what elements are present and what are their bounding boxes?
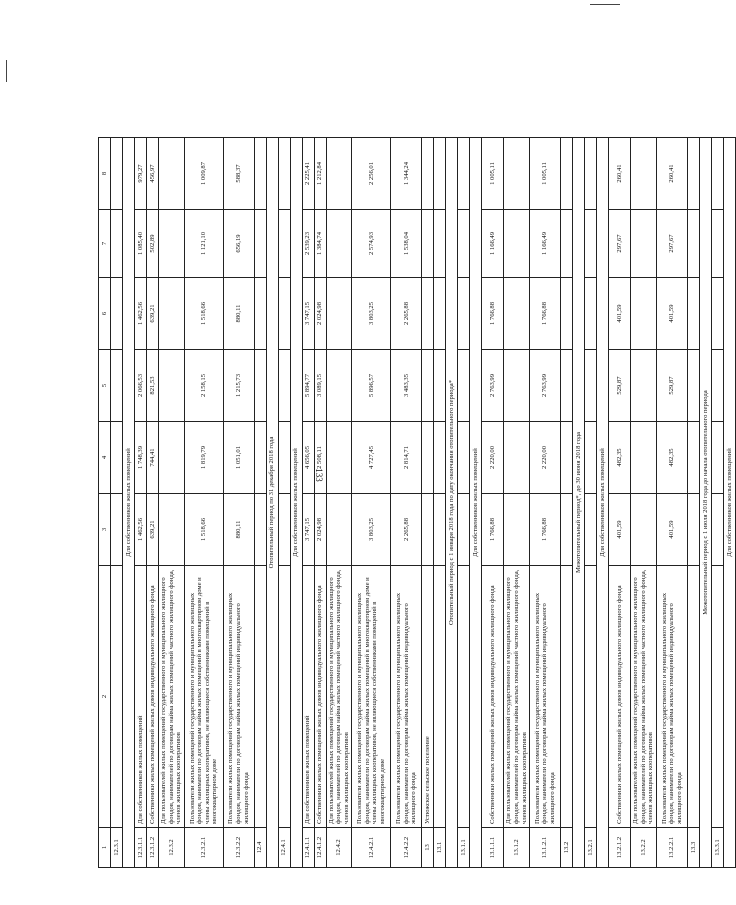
header-cell: 4 — [99, 422, 111, 494]
value-cell: 401,59 — [656, 494, 687, 566]
value-cell: 502,89 — [147, 210, 159, 278]
value-cell: 401,59 — [609, 494, 631, 566]
table-row — [352, 138, 391, 868]
value-cell: 1 384,74 — [314, 210, 326, 278]
value-cell — [711, 278, 723, 350]
value-cell — [631, 422, 657, 494]
row-label-cell — [458, 566, 470, 828]
row-number-cell: 13.2 — [561, 828, 573, 868]
value-cell — [254, 278, 266, 350]
row-number-cell: 12.4.1.1 — [302, 828, 314, 868]
value-cell — [458, 138, 470, 210]
value-cell — [422, 350, 434, 422]
value-cell — [711, 210, 723, 278]
value-cell: 401,59 — [609, 278, 631, 350]
row-label-cell: Для пользователей жилых помещений государственного и муниципального жилищного фондов, нанимателей по договорам найма жилых помещений частного жилищного фонда, членов жилищных кооперативов — [631, 566, 657, 828]
value-cell: 2 225,41 — [302, 138, 314, 210]
value-cell — [326, 422, 352, 494]
value-cell — [254, 350, 266, 422]
value-cell: 2 265,88 — [391, 278, 422, 350]
section-row — [723, 138, 735, 868]
row-number-cell: 13.1.2.1 — [530, 828, 561, 868]
row-label-cell — [278, 566, 290, 828]
value-cell — [326, 138, 352, 210]
section-title: Для собственников жилых помещений — [597, 138, 609, 868]
row-number-cell: 12.4.2.2 — [391, 828, 422, 868]
value-cell — [111, 350, 123, 422]
rotated-table-wrapper — [98, 138, 733, 868]
value-cell: 2 265,88 — [391, 494, 422, 566]
value-cell — [711, 350, 723, 422]
value-cell — [631, 138, 657, 210]
table-row — [609, 138, 631, 868]
row-label-cell: Для собственников жилых помещений — [302, 566, 314, 828]
table-row — [391, 138, 422, 868]
section-title: Для собственников жилых помещений — [470, 138, 482, 868]
value-cell: 5 894,77 — [302, 350, 314, 422]
value-cell — [326, 494, 352, 566]
table-row — [111, 138, 123, 868]
value-cell — [278, 494, 290, 566]
value-cell — [711, 138, 723, 210]
value-cell — [687, 138, 699, 210]
value-cell: 979,27 — [135, 138, 147, 210]
header-cell: 1 — [99, 828, 111, 868]
table-body — [99, 138, 736, 868]
value-cell — [326, 278, 352, 350]
value-cell: 3 747,15 — [302, 494, 314, 566]
value-cell — [631, 350, 657, 422]
value-cell: 2 763,99 — [482, 350, 504, 422]
value-cell — [585, 494, 597, 566]
value-cell: 639,21 — [147, 494, 159, 566]
section-title: Для собственников жилых помещений — [123, 138, 135, 868]
row-label-cell: Для пользователей жилых помещений государственного и муниципального жилищного фондов, нанимателей по договорам найма жилых помещений частного жилищного фонда, членов жилищных кооперативов — [504, 566, 530, 828]
value-cell — [422, 278, 434, 350]
value-cell: 1 766,88 — [530, 494, 561, 566]
value-cell — [458, 350, 470, 422]
value-cell — [687, 210, 699, 278]
table-row — [254, 138, 266, 868]
section-title: Отопительный период с 1 января 2018 года по дату окончания отопительного периода* — [446, 138, 458, 868]
row-label-cell — [711, 566, 723, 828]
value-cell — [561, 210, 573, 278]
table-row — [223, 138, 254, 868]
value-cell — [434, 350, 446, 422]
value-cell — [422, 210, 434, 278]
value-cell: 821,53 — [147, 350, 159, 422]
value-cell — [504, 138, 530, 210]
row-number-cell: 12.4.1 — [278, 828, 290, 868]
value-cell: 2 508,11 — [314, 422, 326, 494]
value-cell: 2 066,53 — [135, 350, 147, 422]
section-row — [290, 138, 302, 868]
value-cell — [687, 422, 699, 494]
value-cell — [278, 210, 290, 278]
row-label-cell — [111, 566, 123, 828]
value-cell — [111, 494, 123, 566]
tariff-table — [98, 137, 736, 868]
value-cell: 639,21 — [147, 278, 159, 350]
value-cell — [422, 138, 434, 210]
row-label-cell: Пользователи жилых помещений государственного и муниципального жилищных фондов, наниматели по договорам найма жилых помещений индивидуального жилищного фонда — [656, 566, 687, 828]
value-cell — [254, 494, 266, 566]
value-cell: 482,35 — [656, 422, 687, 494]
value-cell — [278, 422, 290, 494]
value-cell: 588,37 — [223, 138, 254, 210]
row-label-cell: Для пользователей жилых помещений государственного и муниципального жилищного фондов, нанимателей по договорам найма жилых помещений частного жилищного фонда, членов жилищных кооперативов — [159, 566, 185, 828]
value-cell: 529,87 — [656, 350, 687, 422]
value-cell — [159, 138, 185, 210]
value-cell — [434, 138, 446, 210]
value-cell — [631, 494, 657, 566]
row-label-cell: Собственники жилых помещений жилых домов индивидуального жилищного фонда — [314, 566, 326, 828]
table-row — [184, 138, 223, 868]
value-cell: 1 005,11 — [530, 138, 561, 210]
section-row — [266, 138, 278, 868]
value-cell: 482,35 — [609, 422, 631, 494]
page-number: 133 — [313, 468, 324, 482]
header-cell: 2 — [99, 566, 111, 828]
section-row — [446, 138, 458, 868]
value-cell: 3 089,15 — [314, 350, 326, 422]
row-label-cell: Пользователи жилых помещений государственного и муниципального жилищных фондов, наниматели по договорам найма жилых помещений индивидуального жилищного фонда — [530, 566, 561, 828]
table-row — [561, 138, 573, 868]
value-cell — [504, 422, 530, 494]
value-cell: 2 220,00 — [482, 422, 504, 494]
value-cell: 2 814,71 — [391, 422, 422, 494]
value-cell: 2 158,15 — [184, 350, 223, 422]
value-cell: 2 024,98 — [314, 278, 326, 350]
value-cell: 5 896,57 — [352, 350, 391, 422]
table-row — [482, 138, 504, 868]
value-cell — [504, 494, 530, 566]
value-cell — [111, 278, 123, 350]
value-cell — [585, 422, 597, 494]
value-cell — [561, 422, 573, 494]
row-label-cell: Пользователи жилых помещений государственного и муниципального жилищных фондов, наниматели по договорам найма жилых помещений в многоквартирном доме и члены жилищных кооперативов, не являющиеся собственниками помещений в многоквартирном доме — [184, 566, 223, 828]
value-cell — [111, 422, 123, 494]
section-row — [573, 138, 585, 868]
row-number-cell: 13.2.1.2 — [609, 828, 631, 868]
row-number-cell: 12.4 — [254, 828, 266, 868]
scan-mark-top — [590, 4, 620, 5]
value-cell: 1 121,10 — [184, 210, 223, 278]
value-cell — [711, 494, 723, 566]
value-cell — [434, 278, 446, 350]
value-cell — [422, 422, 434, 494]
header-cell: 7 — [99, 210, 111, 278]
value-cell — [561, 350, 573, 422]
value-cell — [434, 210, 446, 278]
row-number-cell: 13.1 — [434, 828, 446, 868]
value-cell — [458, 494, 470, 566]
value-cell — [687, 494, 699, 566]
row-number-cell: 12.3.1 — [111, 828, 123, 868]
value-cell: 1 518,66 — [184, 278, 223, 350]
value-cell: 1 009,87 — [184, 138, 223, 210]
value-cell: 260,41 — [656, 138, 687, 210]
value-cell — [585, 138, 597, 210]
value-cell: 2 024,98 — [314, 494, 326, 566]
value-cell — [434, 494, 446, 566]
value-cell — [159, 350, 185, 422]
value-cell: 1 166,49 — [530, 210, 561, 278]
value-cell — [326, 350, 352, 422]
value-cell: 456,97 — [147, 138, 159, 210]
table-row — [585, 138, 597, 868]
row-label-cell: Пользователи жилых помещений государственного и муниципального жилищных фондов, наниматели по договорам найма жилых помещений индивидуального жилищного фонда — [391, 566, 422, 828]
value-cell: 1 215,73 — [223, 350, 254, 422]
value-cell — [687, 350, 699, 422]
value-cell: 2 539,23 — [302, 210, 314, 278]
row-label-cell: Для пользователей жилых помещений государственного и муниципального жилищного фондов, нанимателей по договорам найма жилых помещений частного жилищного фонда, членов жилищных кооперативов — [326, 566, 352, 828]
row-label-cell: Собственники жилых помещений жилых домов индивидуального жилищного фонда — [147, 566, 159, 828]
value-cell — [631, 210, 657, 278]
header-cell: 5 — [99, 350, 111, 422]
row-number-cell: 12.3.2.1 — [184, 828, 223, 868]
value-cell — [278, 278, 290, 350]
row-number-cell: 12.3.2.2 — [223, 828, 254, 868]
table-header-row — [99, 138, 111, 868]
value-cell: 297,67 — [656, 210, 687, 278]
row-number-cell: 12.4.1.2 — [314, 828, 326, 868]
value-cell — [434, 422, 446, 494]
value-cell: 1 344,24 — [391, 138, 422, 210]
table-row — [326, 138, 352, 868]
value-cell — [458, 422, 470, 494]
value-cell — [159, 210, 185, 278]
value-cell — [278, 350, 290, 422]
value-cell: 744,41 — [147, 422, 159, 494]
value-cell: 1 766,88 — [530, 278, 561, 350]
value-cell: 1 462,56 — [135, 494, 147, 566]
row-label-cell: Устюжское сельское поселение — [422, 566, 434, 828]
value-cell — [631, 278, 657, 350]
value-cell: 880,11 — [223, 494, 254, 566]
value-cell: 3 803,25 — [352, 494, 391, 566]
value-cell — [585, 278, 597, 350]
row-label-cell — [561, 566, 573, 828]
header-cell: 8 — [99, 138, 111, 210]
value-cell — [254, 210, 266, 278]
value-cell — [585, 350, 597, 422]
value-cell — [561, 494, 573, 566]
value-cell: 2 574,93 — [352, 210, 391, 278]
row-label-cell: Для собственников жилых помещений — [135, 566, 147, 828]
row-number-cell: 13.1.1 — [458, 828, 470, 868]
value-cell: 1 538,04 — [391, 210, 422, 278]
value-cell — [278, 138, 290, 210]
value-cell: 1 212,84 — [314, 138, 326, 210]
section-title: Межотопительный период*, до 30 июня 2018 года — [573, 138, 585, 868]
row-label-cell — [585, 566, 597, 828]
row-number-cell: 12.3.2 — [159, 828, 185, 868]
row-label-cell: Пользователи жилых помещений государственного и муниципального жилищных фондов, наниматели по договорам найма жилых помещений в многоквартирном доме и члены жилищных кооперативов, не являющиеся собственниками помещений в многоквартирном доме — [352, 566, 391, 828]
section-title: Для собственников жилых помещений — [723, 138, 735, 868]
value-cell: 2 256,01 — [352, 138, 391, 210]
value-cell: 3 483,35 — [391, 350, 422, 422]
scan-mark-left — [6, 60, 7, 82]
table-row — [434, 138, 446, 868]
value-cell: 656,19 — [223, 210, 254, 278]
table-row — [302, 138, 314, 868]
table-row — [631, 138, 657, 868]
row-number-cell: 13.1.1.1 — [482, 828, 504, 868]
value-cell: 1 166,49 — [482, 210, 504, 278]
table-row — [278, 138, 290, 868]
header-cell: 6 — [99, 278, 111, 350]
value-cell — [326, 210, 352, 278]
row-number-cell: 12.4.2 — [326, 828, 352, 868]
row-number-cell: 13.2.2.1 — [656, 828, 687, 868]
row-label-cell — [254, 566, 266, 828]
value-cell — [159, 422, 185, 494]
value-cell — [111, 138, 123, 210]
value-cell: 3 747,15 — [302, 278, 314, 350]
value-cell — [458, 210, 470, 278]
value-cell: 1 819,79 — [184, 422, 223, 494]
section-row — [597, 138, 609, 868]
value-cell — [711, 422, 723, 494]
value-cell — [561, 138, 573, 210]
value-cell: 1 051,01 — [223, 422, 254, 494]
table-row — [159, 138, 185, 868]
row-number-cell: 12.3.1.1 — [135, 828, 147, 868]
table-row — [135, 138, 147, 868]
row-number-cell: 12.4.2.1 — [352, 828, 391, 868]
table-row — [458, 138, 470, 868]
section-row — [470, 138, 482, 868]
row-label-cell — [434, 566, 446, 828]
value-cell: 2 220,00 — [530, 422, 561, 494]
row-number-cell: 12.3.1.2 — [147, 828, 159, 868]
value-cell — [159, 494, 185, 566]
section-row — [123, 138, 135, 868]
value-cell: 1 766,88 — [482, 494, 504, 566]
value-cell — [504, 210, 530, 278]
table-row — [504, 138, 530, 868]
value-cell: 2 763,99 — [530, 350, 561, 422]
row-number-cell: 13.3.1 — [711, 828, 723, 868]
value-cell — [687, 278, 699, 350]
table-row — [422, 138, 434, 868]
value-cell: 1 462,56 — [135, 278, 147, 350]
value-cell: 1 005,11 — [482, 138, 504, 210]
row-number-cell: 13.2.2 — [631, 828, 657, 868]
value-cell: 260,41 — [609, 138, 631, 210]
value-cell: 1 766,88 — [482, 278, 504, 350]
table-row — [687, 138, 699, 868]
value-cell — [159, 278, 185, 350]
value-cell — [254, 422, 266, 494]
value-cell: 401,59 — [656, 278, 687, 350]
value-cell — [585, 210, 597, 278]
value-cell — [111, 210, 123, 278]
value-cell — [422, 494, 434, 566]
section-title: Для собственников жилых помещений — [290, 138, 302, 868]
row-label-cell: Собственники жилых помещений жилых домов индивидуального жилищного фонда — [482, 566, 504, 828]
value-cell: 1 085,40 — [135, 210, 147, 278]
value-cell — [458, 278, 470, 350]
value-cell — [561, 278, 573, 350]
section-row — [699, 138, 711, 868]
row-number-cell: 13.3 — [687, 828, 699, 868]
value-cell — [504, 278, 530, 350]
table-row — [530, 138, 561, 868]
table-row — [314, 138, 326, 868]
table-row — [711, 138, 723, 868]
value-cell — [504, 350, 530, 422]
row-number-cell: 13.1.2 — [504, 828, 530, 868]
row-number-cell: 13.2.1 — [585, 828, 597, 868]
header-cell: 3 — [99, 494, 111, 566]
value-cell: 4 656,05 — [302, 422, 314, 494]
section-title: Межотопительный период с 1 июля 2018 года до начала отопительного периода — [699, 138, 711, 868]
value-cell: 297,67 — [609, 210, 631, 278]
row-number-cell: 13 — [422, 828, 434, 868]
value-cell: 1 748,39 — [135, 422, 147, 494]
value-cell: 3 803,25 — [352, 278, 391, 350]
value-cell — [254, 138, 266, 210]
value-cell: 529,87 — [609, 350, 631, 422]
table-row — [147, 138, 159, 868]
table-row — [656, 138, 687, 868]
row-label-cell — [687, 566, 699, 828]
row-label-cell: Пользователи жилых помещений государственного и муниципального жилищных фондов, наниматели по договорам найма жилых помещений индивидуального жилищного фонда — [223, 566, 254, 828]
row-label-cell: Собственники жилых помещений жилых домов индивидуального жилищного фонда — [609, 566, 631, 828]
value-cell: 4 727,45 — [352, 422, 391, 494]
section-title: Отопительный период по 31 декабря 2018 года — [266, 138, 278, 868]
value-cell: 880,11 — [223, 278, 254, 350]
value-cell: 1 518,66 — [184, 494, 223, 566]
